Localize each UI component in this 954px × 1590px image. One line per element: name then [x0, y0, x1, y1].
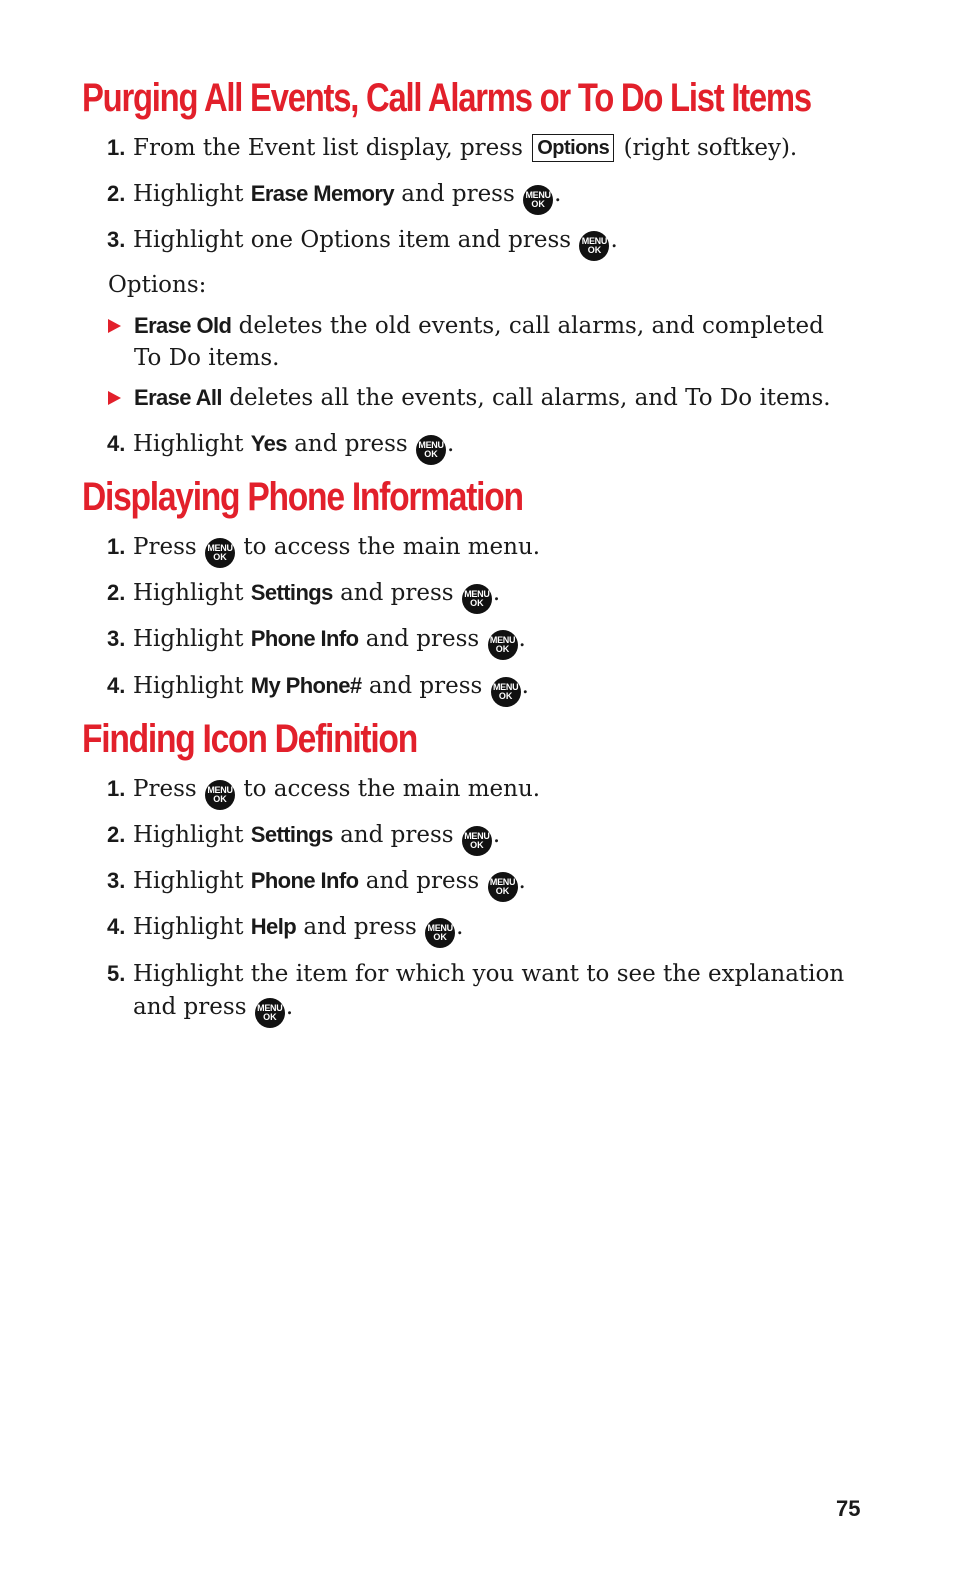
step-text: Highlight Erase Memory and press MENU OK . — [133, 178, 561, 215]
keyword-yes: Yes — [250, 431, 287, 456]
bullet-arrow-icon — [108, 319, 121, 333]
step-number: 3. — [107, 868, 126, 893]
keyword-settings: Settings — [250, 580, 333, 605]
options-softkey-label: Options — [532, 134, 614, 162]
step-text: Highlight Yes and press MENU OK . — [133, 428, 454, 465]
step-text: Highlight Settings and press MENU OK . — [133, 819, 500, 856]
menu-ok-key-icon: MENU OK — [579, 231, 609, 261]
menu-ok-key-icon: MENU OK — [488, 630, 518, 660]
step-text: Highlight Phone Info and press MENU OK . — [133, 865, 526, 902]
page-number: 75 — [836, 1496, 861, 1521]
step-number: 3. — [107, 227, 126, 252]
menu-ok-key-icon: MENU OK — [488, 872, 518, 902]
step-number: 1. — [107, 135, 126, 160]
heading-finding-icon-definition: Finding Icon Definition — [82, 717, 417, 761]
menu-ok-key-icon: MENU OK — [462, 584, 492, 614]
step-number: 2. — [107, 181, 126, 206]
step-text: Highlight Help and press MENU OK . — [133, 911, 463, 948]
options-label: Options: — [108, 272, 207, 298]
step-number: 1. — [107, 776, 126, 801]
keyword-my-phone: My Phone# — [250, 673, 362, 698]
step-text: Highlight Settings and press MENU OK . — [133, 577, 500, 614]
step-number: 3. — [107, 626, 126, 651]
heading-displaying-phone-info: Displaying Phone Information — [82, 475, 523, 519]
step-number: 1. — [107, 534, 126, 559]
step-text: Highlight Phone Info and press MENU OK . — [133, 623, 526, 660]
step-number: 2. — [107, 822, 126, 847]
keyword-phone-info: Phone Info — [250, 626, 359, 651]
step-text: From the Event list display, press Options (right softkey). — [133, 135, 798, 161]
step-text: Press MENU OK to access the main menu. — [133, 531, 540, 568]
step-text: Press MENU OK to access the main menu. — [133, 773, 540, 810]
keyword-settings: Settings — [250, 822, 333, 847]
heading-purging: Purging All Events, Call Alarms or To Do List Items — [82, 76, 811, 120]
menu-ok-key-icon: MENU OK — [462, 826, 492, 856]
menu-ok-key-icon: MENU OK — [425, 918, 455, 948]
keyword-erase-all: Erase All — [134, 385, 222, 410]
keyword-erase-old: Erase Old — [134, 313, 232, 338]
menu-ok-key-icon: MENU OK — [523, 185, 553, 215]
keyword-phone-info: Phone Info — [250, 868, 359, 893]
step-number: 4. — [107, 431, 126, 456]
step-number: 4. — [107, 914, 126, 939]
manual-page: Purging All Events, Call Alarms or To Do List Items 1. From the Event list display, press Options (right softkey). 2. Highlight Erase Memory and press MENU OK . 3. Highlight one Options item and press MENU OK . Options: Erase Old deletes the old events, call alarms, and completed To Do items. Erase All deletes all the events, call alarms, and To Do items. 4. Highlight Yes and press MENU OK . Displaying Phone Information 1. Press MENU OK to access the main menu. 2. Highlight Settings and press MENU OK . 3. Highlight Phone Info and press MENU OK . 4. Highlight My Phone# and press MENU OK . Finding Icon Definition 1. Press MENU OK to access the main menu. 2. Highlight Settings and press MENU OK . 3. Highlight Phone Info and press MENU OK . 4. Highlight Help and press MENU OK . 5. Highlight the item for which you want to see the explanation and press MENU OK . 75 — [82, 76, 861, 1521]
step-number: 4. — [107, 673, 126, 698]
keyword-erase-memory: Erase Memory — [250, 181, 394, 206]
step-number: 2. — [107, 580, 126, 605]
keyword-help: Help — [250, 914, 297, 939]
bullet-arrow-icon — [108, 391, 121, 405]
step-text: Highlight one Options item and press MENU OK . — [133, 224, 618, 261]
step-text: and press MENU OK . — [133, 991, 293, 1028]
menu-ok-key-icon: MENU OK — [255, 998, 285, 1028]
menu-ok-key-icon: MENU OK — [205, 780, 235, 810]
menu-ok-key-icon: MENU OK — [491, 677, 521, 707]
menu-ok-key-icon: MENU OK — [205, 538, 235, 568]
step-number: 5. — [107, 961, 126, 986]
step-text: Highlight the item for which you want to see the explanation — [133, 961, 845, 987]
menu-ok-key-icon: MENU OK — [416, 435, 446, 465]
step-text: Highlight My Phone# and press MENU OK . — [133, 670, 529, 707]
